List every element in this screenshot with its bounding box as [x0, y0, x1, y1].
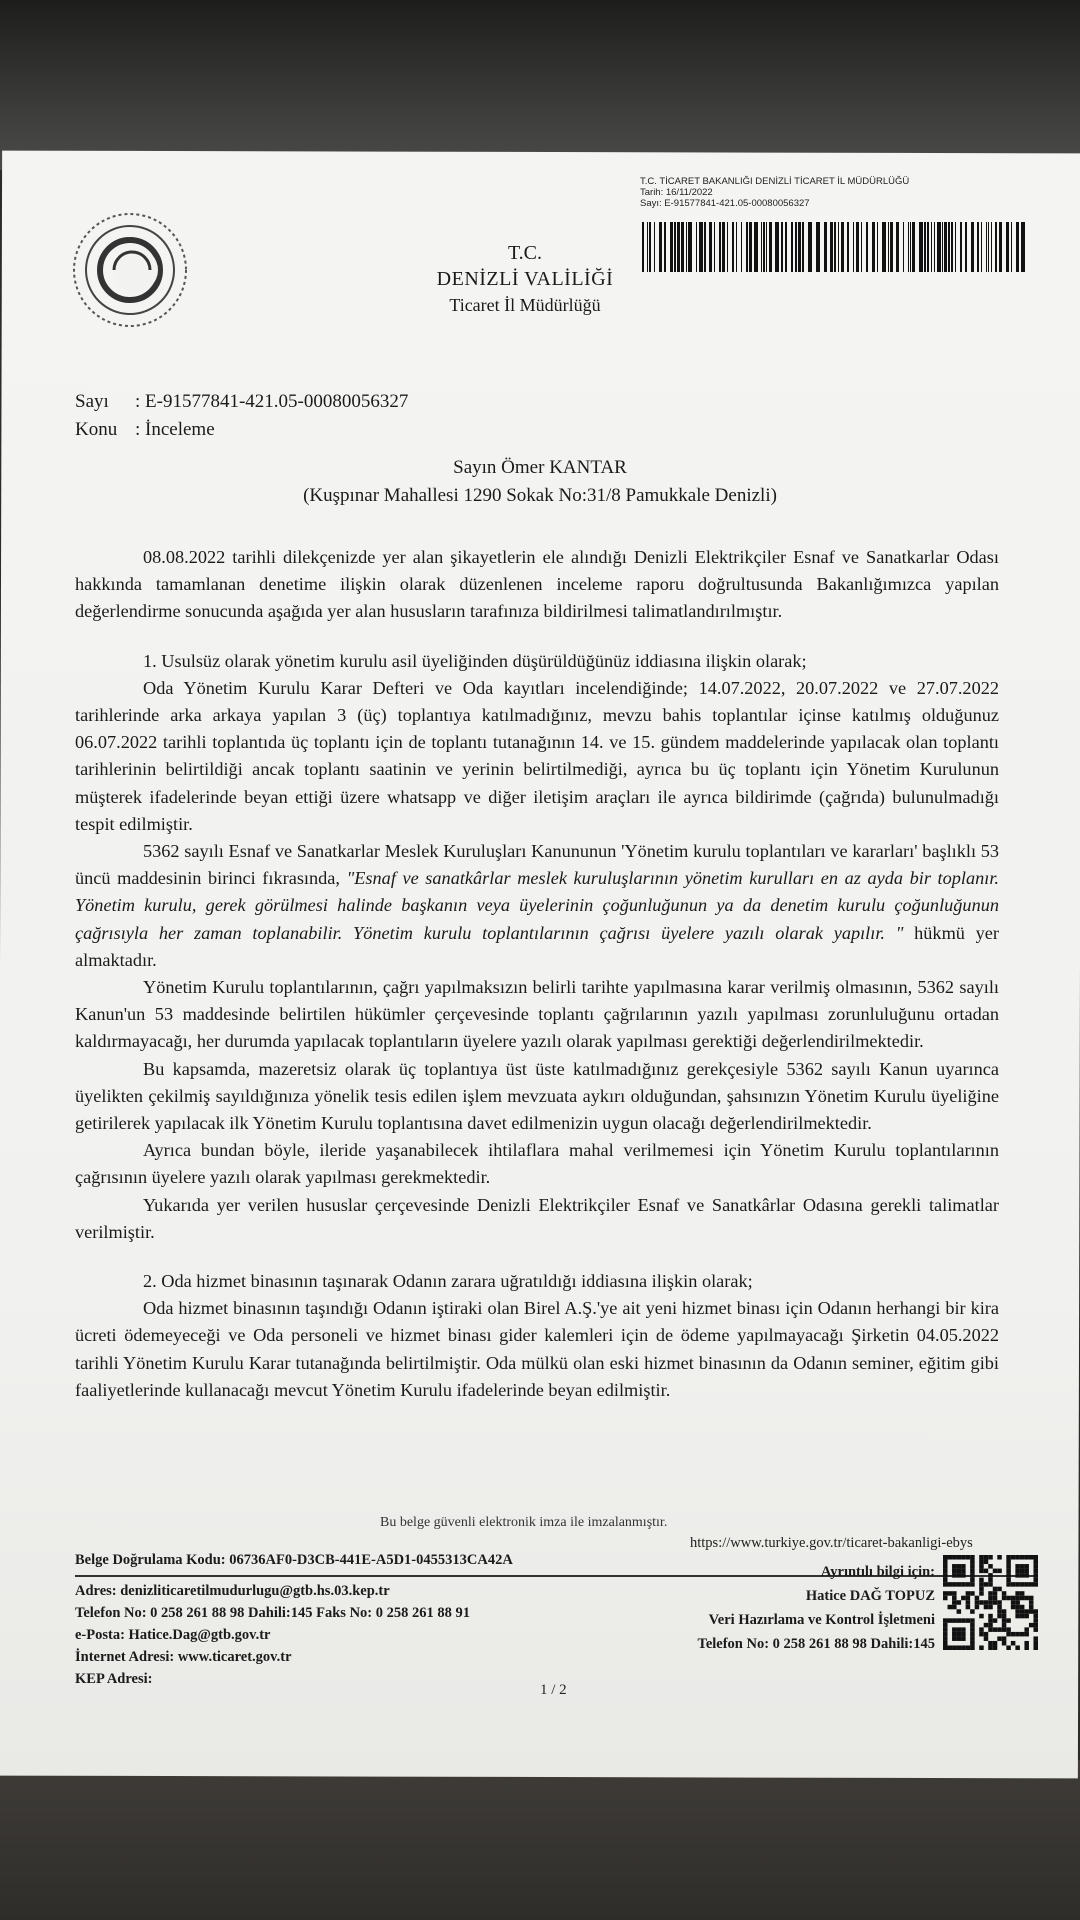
law-end: hükmü yer almaktadır.	[75, 922, 1000, 970]
konu-row	[75, 416, 408, 444]
paragraph-evaluation: Yönetim Kurulu toplantılarının, çağrı yapılmaksızın belirli tarihte yapılmasına karar verilmiş olmasının, 5362 sayılı Kanun'un 53 maddesinde belirtilen hükümler çerçevesinde toplantı çağrılarının yazılı yapılması zorunluluğunu ortadan kaldırmayacağı, her durumda yapılacak toplantıların üyelere yazılı olarak yapılması gerektiği değerlendirilmektedir.	[75, 977, 999, 1052]
document-meta	[75, 388, 408, 444]
info-role: Veri Hazırlama ve Kontrol İşletmeni	[708, 1612, 935, 1628]
verification-code: Belge Doğrulama Kodu: 06736AF0-D3CB-441E-A5D1-0455313CA42A	[75, 1552, 513, 1568]
barcode	[642, 222, 1032, 272]
sayi-value: : E-91577841-421.05-00080056327	[135, 391, 409, 412]
esign-note: Bu belge güvenli elektronik imza ile imzalanmıştır.	[380, 1515, 668, 1530]
barcode-header-line2: Tarih: 16/11/2022	[640, 187, 713, 198]
paragraph-law	[75, 838, 999, 974]
law-quote: "Esnaf ve sanatkârlar meslek kuruluşlarının yönetim kurulları en az ayda bir toplanır. Yönetim kurulu, gerek görülmesi halinde başkanın veya üyelerinin çoğunluğunun ya da denetim kurulu çoğunluğunun çağrısıyla her zaman toplanabilir. Yönetim kurulu toplantılarının çağrısı üyelere yazılı olarak yapılır. "	[75, 868, 999, 943]
section-1-heading: 1. Usulsüz olarak yönetim kurulu asil üyeliğinden düşürüldüğünüz iddiasına ilişkin olarak;	[143, 650, 807, 671]
section-2-heading: 2. Oda hizmet binasının taşınarak Odanın zarara uğratıldığı iddiasına ilişkin olarak;	[143, 1271, 753, 1292]
org-governorship: DENİZLİ VALİLİĞİ	[436, 268, 614, 290]
org-tc: T.C.	[507, 242, 543, 264]
organization-header	[400, 240, 650, 318]
info-name: Hatice DAĞ TOPUZ	[805, 1588, 935, 1604]
recipient-address: (Kuşpınar Mahallesi 1290 Sokak No:31/8 Pamukkale Denizli)	[303, 485, 777, 506]
page-number: 1 / 2	[540, 1682, 567, 1698]
recipient-name: Sayın Ömer KANTAR	[453, 457, 627, 478]
info-label: Ayrıntılı bilgi için:	[820, 1564, 935, 1580]
paragraph-findings: Oda Yönetim Kurulu Karar Defteri ve Oda kayıtları incelendiğinde; 14.07.2022, 20.07.2022 ve 27.07.2022 tarihlerinde arka arkaya yapılan 3 (üç) toplantıya katılmadığınız, mevzu bahis toplantılar içinse katılmış olduğunuz 06.07.2022 tarihli toplantıda üç toplantı için de toplantı tutanağının 14. ve 15. gündem maddelerinde yapılacak olan toplantı tarihlerinin belirtildiği ancak toplantı saatinin ve yerinin belirtilmediği, ayrıca bu üç toplantı için Yönetim Kurulunun müşterek ifadelerinde beyan ettiği üzere whatsapp ve diğer iletişim araçları ile ayrıca bildirimde (çağrıda) bulunulmadığı tespit edilmiştir.	[75, 677, 999, 834]
law-intro: 5362 sayılı Esnaf ve Sanatkarlar Meslek Kuruluşları Kanununun 'Yönetim kurulu toplantıları ve kararları' başlıklı 53 üncü maddesinin birinci fıkrasında,	[75, 841, 999, 889]
background-top	[0, 0, 1080, 170]
contact-info	[75, 1580, 470, 1690]
konu-value: : İnceleme	[135, 419, 215, 440]
background-bottom	[0, 1760, 1080, 1920]
paragraph-future: Ayrıca bundan böyle, ileride yaşanabilecek ihtilaflara mahal verilmemesi için Yönetim Kurulu toplantılarının çağrısının üyelere yazılı olarak yapılması gerekmektedir.	[75, 1140, 999, 1188]
recipient	[150, 454, 930, 510]
paragraph-intro: 08.08.2022 tarihli dilekçenizde yer alan şikayetlerin ele alındığı Denizli Elektrikçiler Esnaf ve Sanatkarlar Odası hakkında tamamlanan denetime ilişkin olarak düzenlenen inceleme raporu doğrultusunda Bakanlığımızca yapılan değerlendirme sonucunda aşağıda yer alan hususların tarafınıza bildirilmesi talimatlandırılmıştır.	[75, 547, 999, 622]
sayi-label: Sayı	[75, 391, 109, 412]
paragraph-instructions: Yukarıda yer verilen hususlar çerçevesinde Denizli Elektrikçiler Esnaf ve Sanatkârlar Odasına gerekli talimatlar verilmiştir.	[75, 1194, 999, 1242]
qr-code-icon	[943, 1555, 1038, 1650]
konu-label: Konu	[75, 419, 118, 440]
barcode-header-line1: T.C. TİCARET BAKANLIĞI DENİZLİ TİCARET İL MÜDÜRLÜĞÜ	[640, 176, 910, 187]
contact-email: e-Posta: Hatice.Dag@gtb.gov.tr	[75, 1627, 271, 1643]
paragraph-scope: Bu kapsamda, mazeretsiz olarak üç toplantıya üst üste katılmadığınız gerekçesiyle 5362 sayılı Kanun uyarınca üyelikten çekilmiş sayıldığınıza yönelik tesis edilen işlem mevzuata aykırı olduğundan, şahsınızın Yönetim Kurulu üyeliğine getirilerek yapılacak ilk Yönetim Kurulu toplantısına davet edilmenizin uygun olacağı değerlendirilmektedir.	[75, 1058, 999, 1134]
info-phone: Telefon No: 0 258 261 88 98 Dahili:145	[697, 1636, 935, 1652]
barcode-header	[640, 176, 909, 209]
contact-person	[640, 1560, 935, 1656]
letter-body	[75, 544, 999, 1404]
ministry-seal-icon	[70, 210, 190, 330]
sayi-row	[75, 388, 408, 416]
barcode-header-line3: Sayı: E-91577841-421.05-00080056327	[640, 198, 810, 209]
contact-address: Adres: denizliticaretilmudurlugu@gtb.hs.03.kep.tr	[75, 1583, 390, 1599]
contact-web: İnternet Adresi: www.ticaret.gov.tr	[75, 1649, 292, 1665]
contact-phone: Telefon No: 0 258 261 88 98 Dahili:145 Faks No: 0 258 261 88 91	[75, 1605, 470, 1621]
contact-kep: KEP Adresi:	[75, 1671, 153, 1687]
ebys-url[interactable]: https://www.turkiye.gov.tr/ticaret-bakanligi-ebys	[690, 1535, 973, 1551]
org-directorate: Ticaret İl Müdürlüğü	[449, 295, 601, 315]
paragraph-building: Oda hizmet binasının taşındığı Odanın iştiraki olan Birel A.Ş.'ye ait yeni hizmet binası için Odanın herhangi bir kira ücreti ödemeyeceği ve Oda personeli ve hizmet binası gider kalemleri için de ödeme yapılmayacağı Şirketin 04.05.2022 tarihli Yönetim Kurulu Karar tutanağında belirtilmiştir. Oda mülkü olan eski hizmet binasının da Odanın seminer, eğitim gibi faaliyetlerinde kullanacağı mevcut Yönetim Kurulu ifadelerinde beyan edilmiştir.	[75, 1298, 999, 1400]
